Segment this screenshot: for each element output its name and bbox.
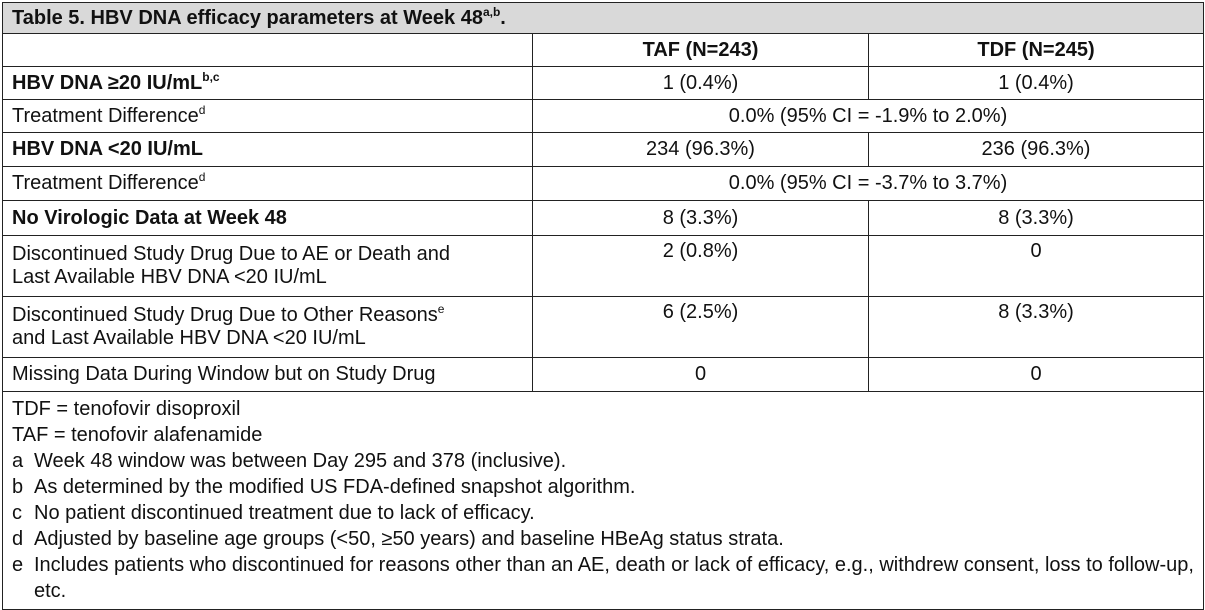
footnote-item: c No patient discontinued treatment due to lack of efficacy. [12, 502, 535, 524]
table-row [3, 167, 1204, 201]
table-row [3, 100, 1204, 133]
footnote-item: b As determined by the modified US FDA-defined snapshot algorithm. [12, 476, 636, 498]
treatment-difference-value: 0.0% (95% CI = -3.7% to 3.7%) [533, 167, 1204, 201]
table-row [3, 201, 1204, 236]
row-label: Treatment Difference$^d$ [3, 100, 533, 133]
treatment-difference-value: 0.0% (95% CI = -1.9% to 2.0%) [533, 100, 1204, 133]
footnote-item: e Includes patients who discontinued for reasons other than an AE, death or lack of efficacy, e.g., withdrew consent, loss to follow-up, etc. [12, 554, 1194, 602]
table-row [3, 133, 1204, 167]
tdf-value: 8 (3.3%) [869, 297, 1204, 358]
tdf-value: 236 (96.3%) [869, 133, 1204, 167]
taf-value: 1 (0.4%) [533, 67, 869, 100]
footnote-item: d Adjusted by baseline age groups (<50, ≥50 years) and baseline HBeAg status strata. [12, 528, 784, 550]
tdf-value: 0 [869, 236, 1204, 297]
header-taf: TAF (N=243) [533, 34, 869, 67]
row-label: Discontinued Study Drug Due to AE or Death and Last Available HBV DNA <20 IU/mL [3, 236, 533, 297]
table-row [3, 297, 1204, 358]
table-row [3, 67, 1204, 100]
efficacy-table [2, 2, 1204, 610]
taf-value: 234 (96.3%) [533, 133, 869, 167]
footnotes-row [3, 392, 1204, 610]
tdf-value: 8 (3.3%) [869, 201, 1204, 236]
table-title: Table 5. HBV DNA efficacy parameters at Week 48$^{a,b}$. [3, 3, 1204, 34]
abbreviation: TDF = tenofovir disoproxil [12, 398, 241, 420]
tdf-value: 1 (0.4%) [869, 67, 1204, 100]
table-row [3, 236, 1204, 297]
taf-value: 2 (0.8%) [533, 236, 869, 297]
row-label: Treatment Difference$^d$ [3, 167, 533, 201]
header-tdf: TDF (N=245) [869, 34, 1204, 67]
taf-value: 8 (3.3%) [533, 201, 869, 236]
row-label: HBV DNA ≥20 IU/mL$^{b,c}$ [3, 67, 533, 100]
header-row [3, 34, 1204, 67]
footnote-item: a Week 48 window was between Day 295 and 378 (inclusive). [12, 450, 567, 472]
taf-value: 0 [533, 358, 869, 392]
tdf-value: 0 [869, 358, 1204, 392]
row-label: No Virologic Data at Week 48 [3, 201, 533, 236]
footnotes [3, 392, 1204, 610]
row-label: Discontinued Study Drug Due to Other Reasons$^e$ and Last Available HBV DNA <20 IU/mL [3, 297, 533, 358]
taf-value: 6 (2.5%) [533, 297, 869, 358]
table-row [3, 358, 1204, 392]
row-label: HBV DNA <20 IU/mL [3, 133, 533, 167]
row-label: Missing Data During Window but on Study Drug [3, 358, 533, 392]
header-blank [3, 34, 533, 67]
abbreviation: TAF = tenofovir alafenamide [12, 424, 263, 446]
